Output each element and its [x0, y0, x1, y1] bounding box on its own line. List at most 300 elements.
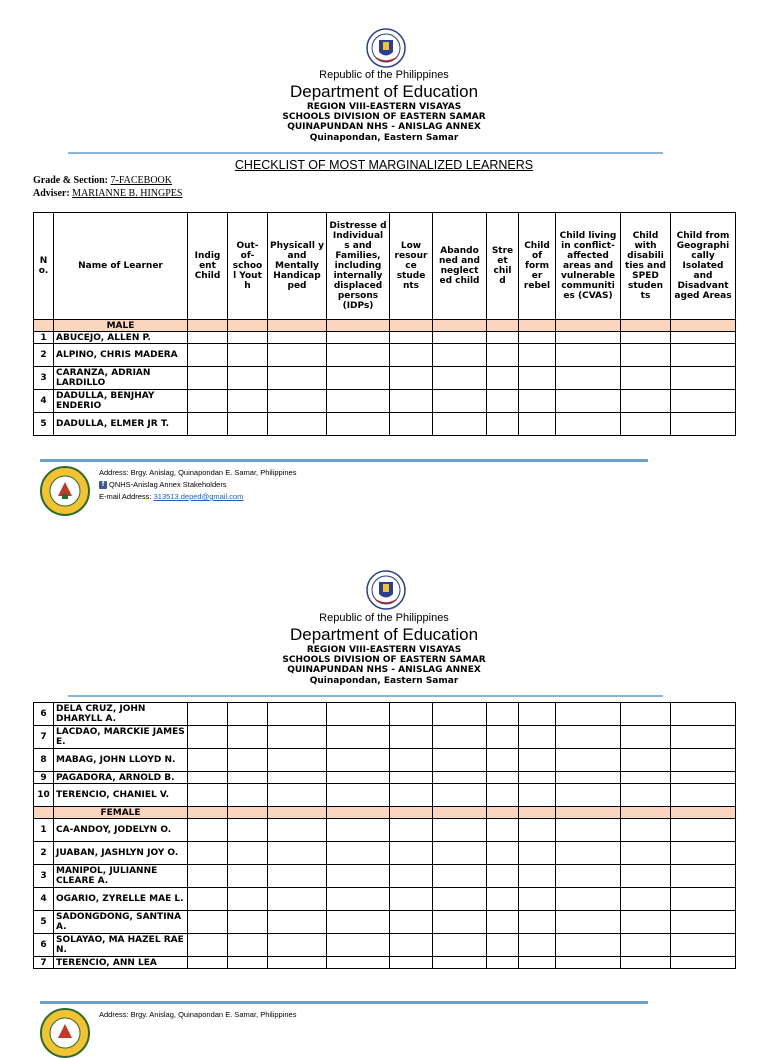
learner-name: SADONGDONG, SANTINA A. — [54, 911, 188, 934]
town-line: Quinapondan, Eastern Samar — [309, 676, 459, 686]
checklist-cell[interactable] — [327, 784, 390, 807]
male-rows-page2 — [34, 703, 736, 807]
checklist-cell[interactable] — [671, 784, 736, 807]
page-1 — [0, 0, 768, 512]
checklist-cell[interactable] — [433, 888, 487, 911]
checklist-cell[interactable] — [621, 703, 671, 726]
checklist-cell[interactable] — [228, 772, 268, 784]
checklist-cell[interactable] — [228, 413, 268, 436]
checklist-cell[interactable] — [671, 957, 736, 969]
footer-address: Address: Brgy. Anislag, Quinapondan E. Samar, Philippines — [99, 1010, 297, 1019]
checklist-cell[interactable] — [188, 957, 228, 969]
checklist-cell[interactable] — [621, 819, 671, 842]
checklist-cell[interactable] — [519, 332, 556, 344]
checklist-cell[interactable] — [390, 934, 433, 957]
checklist-cell[interactable] — [621, 726, 671, 749]
checklist-cell[interactable] — [487, 934, 519, 957]
row-number: 2 — [34, 344, 54, 367]
checklist-cell[interactable] — [621, 332, 671, 344]
checklist-cell[interactable] — [433, 749, 487, 772]
school-logo-icon — [40, 1008, 90, 1058]
footer-rule — [40, 459, 648, 462]
region-line: REGION VIII-EASTERN VISAYAS — [306, 102, 462, 112]
checklist-cell[interactable] — [433, 413, 487, 436]
checklist-cell[interactable] — [671, 911, 736, 934]
checklist-cell[interactable] — [228, 865, 268, 888]
checklist-cell[interactable] — [556, 911, 621, 934]
checklist-cell[interactable] — [556, 703, 621, 726]
checklist-cell[interactable] — [487, 703, 519, 726]
checklist-cell[interactable] — [390, 344, 433, 367]
grade-section — [33, 175, 172, 186]
checklist-cell[interactable] — [487, 749, 519, 772]
checklist-cell[interactable] — [228, 390, 268, 413]
learner-row — [34, 726, 736, 749]
section-label-male: MALE — [54, 320, 188, 332]
checklist-cell[interactable] — [433, 772, 487, 784]
row-number: 2 — [34, 842, 54, 865]
checklist-cell[interactable] — [228, 888, 268, 911]
row-number: 1 — [34, 332, 54, 344]
checklist-cell[interactable] — [188, 413, 228, 436]
col-low-resource: Low resour ce stude nts — [390, 213, 433, 320]
header-rule — [68, 695, 663, 697]
checklist-cell[interactable] — [671, 934, 736, 957]
checklist-cell[interactable] — [671, 842, 736, 865]
checklist-cell[interactable] — [268, 865, 327, 888]
learner-name: ABUCEJO, ALLEN P. — [54, 332, 188, 344]
checklist-cell[interactable] — [519, 888, 556, 911]
learner-name: CA-ANDOY, JODELYN O. — [54, 819, 188, 842]
checklist-cell[interactable] — [188, 911, 228, 934]
checklist-cell[interactable] — [487, 819, 519, 842]
section-label-female: FEMALE — [54, 807, 188, 819]
checklist-cell[interactable] — [487, 957, 519, 969]
learner-row — [34, 390, 736, 413]
row-number: 7 — [34, 957, 54, 969]
row-number: 5 — [34, 911, 54, 934]
learner-row — [34, 888, 736, 911]
footer — [40, 1008, 400, 1058]
footer-address: Address: Brgy. Anislag, Quinapondan E. Samar, Philippines — [99, 468, 297, 477]
footer-email — [99, 492, 243, 501]
checklist-cell[interactable] — [268, 703, 327, 726]
checklist-cell[interactable] — [327, 390, 390, 413]
checklist-cell[interactable] — [268, 957, 327, 969]
checklist-cell[interactable] — [556, 784, 621, 807]
checklist-cell[interactable] — [188, 390, 228, 413]
checklist-cell[interactable] — [671, 888, 736, 911]
footer-rule — [40, 1001, 648, 1004]
checklist-cell[interactable] — [556, 842, 621, 865]
checklist-cell[interactable] — [327, 911, 390, 934]
facebook-page: QNHS-Anislag Annex Stakeholders — [109, 480, 227, 489]
checklist-cell[interactable] — [487, 865, 519, 888]
checklist-cell[interactable] — [228, 934, 268, 957]
checklist-cell[interactable] — [519, 749, 556, 772]
checklist-cell[interactable] — [519, 957, 556, 969]
checklist-cell[interactable] — [487, 413, 519, 436]
checklist-cell[interactable] — [519, 784, 556, 807]
checklist-cell[interactable] — [188, 344, 228, 367]
checklist-cell[interactable] — [390, 957, 433, 969]
checklist-cell[interactable] — [433, 911, 487, 934]
adviser-value: MARIANNE B. HINGPES — [72, 188, 183, 199]
learner-name: DELA CRUZ, JOHN DHARYLL A. — [54, 703, 188, 726]
school-line: QUINAPUNDAN NHS - ANISLAG ANNEX — [287, 122, 481, 132]
checklist-cell[interactable] — [433, 784, 487, 807]
checklist-cell[interactable] — [188, 726, 228, 749]
col-handicapped: Physicall y and Mentally Handicap ped — [268, 213, 327, 320]
checklist-cell[interactable] — [671, 413, 736, 436]
checklist-cell[interactable] — [268, 888, 327, 911]
learner-name: CARANZA, ADRIAN LARDILLO — [54, 367, 188, 390]
checklist-cell[interactable] — [327, 703, 390, 726]
checklist-cell[interactable] — [327, 934, 390, 957]
checklist-cell[interactable] — [268, 819, 327, 842]
checklist-cell[interactable] — [228, 957, 268, 969]
checklist-cell[interactable] — [671, 726, 736, 749]
checklist-cell[interactable] — [433, 726, 487, 749]
checklist-cell[interactable] — [228, 332, 268, 344]
checklist-cell[interactable] — [268, 911, 327, 934]
col-name: Name of Learner — [54, 213, 188, 320]
checklist-cell[interactable] — [621, 784, 671, 807]
learner-row — [34, 413, 736, 436]
checklist-cell[interactable] — [268, 772, 327, 784]
learner-name: DADULLA, BENJHAY ENDERIO — [54, 390, 188, 413]
checklist-cell[interactable] — [487, 332, 519, 344]
email-link[interactable]: 313513.deped@gmail.com — [153, 492, 244, 501]
adviser — [33, 188, 182, 199]
checklist-cell[interactable] — [487, 772, 519, 784]
learner-row — [34, 344, 736, 367]
grade-value: 7-FACEBOOK — [110, 175, 172, 186]
checklist-cell[interactable] — [556, 344, 621, 367]
checklist-cell[interactable] — [621, 888, 671, 911]
learner-row — [34, 749, 736, 772]
checklist-cell[interactable] — [188, 819, 228, 842]
checklist-cell[interactable] — [556, 957, 621, 969]
checklist-cell[interactable] — [433, 819, 487, 842]
deped-seal-icon — [366, 570, 406, 610]
checklist-cell[interactable] — [390, 390, 433, 413]
row-number: 10 — [34, 784, 54, 807]
checklist-cell[interactable] — [621, 842, 671, 865]
checklist-cell[interactable] — [188, 749, 228, 772]
school-line: QUINAPUNDAN NHS - ANISLAG ANNEX — [287, 665, 481, 675]
footer — [40, 466, 400, 516]
checklist-cell[interactable] — [671, 390, 736, 413]
division-line: SCHOOLS DIVISION OF EASTERN SAMAR — [282, 112, 486, 122]
checklist-cell[interactable] — [327, 865, 390, 888]
col-street-child: Stre et chil d — [487, 213, 519, 320]
checklist-cell[interactable] — [188, 888, 228, 911]
facebook-icon: f — [99, 481, 107, 489]
row-number: 8 — [34, 749, 54, 772]
learner-name: TERENCIO, CHANIEL V. — [54, 784, 188, 807]
checklist-cell[interactable] — [268, 726, 327, 749]
checklist-cell[interactable] — [228, 911, 268, 934]
checklist-cell[interactable] — [487, 726, 519, 749]
learner-name: JUABAN, JASHLYN JOY O. — [54, 842, 188, 865]
checklist-cell[interactable] — [519, 911, 556, 934]
checklist-table-page1 — [33, 212, 736, 436]
checklist-cell[interactable] — [228, 842, 268, 865]
checklist-cell[interactable] — [621, 367, 671, 390]
deped-seal-icon — [366, 28, 406, 68]
checklist-cell[interactable] — [671, 332, 736, 344]
checklist-cell[interactable] — [390, 367, 433, 390]
checklist-cell[interactable] — [621, 865, 671, 888]
division-line: SCHOOLS DIVISION OF EASTERN SAMAR — [282, 655, 486, 665]
learner-row — [34, 842, 736, 865]
checklist-cell[interactable] — [327, 413, 390, 436]
checklist-table-page2 — [33, 702, 736, 969]
checklist-cell[interactable] — [327, 957, 390, 969]
checklist-cell[interactable] — [621, 749, 671, 772]
checklist-cell[interactable] — [556, 934, 621, 957]
checklist-cell[interactable] — [556, 367, 621, 390]
checklist-cell[interactable] — [390, 842, 433, 865]
checklist-cell[interactable] — [390, 749, 433, 772]
checklist-cell[interactable] — [188, 367, 228, 390]
checklist-cell[interactable] — [390, 784, 433, 807]
checklist-cell[interactable] — [268, 344, 327, 367]
checklist-cell[interactable] — [621, 934, 671, 957]
checklist-cell[interactable] — [188, 865, 228, 888]
checklist-cell[interactable] — [228, 726, 268, 749]
checklist-cell[interactable] — [433, 332, 487, 344]
checklist-cell[interactable] — [327, 819, 390, 842]
checklist-cell[interactable] — [327, 332, 390, 344]
checklist-cell[interactable] — [327, 842, 390, 865]
checklist-cell[interactable] — [519, 413, 556, 436]
adviser-label: Adviser: — [33, 188, 70, 199]
checklist-cell[interactable] — [487, 888, 519, 911]
learner-row — [34, 332, 736, 344]
email-label: E-mail Address: — [99, 492, 152, 501]
learner-row — [34, 703, 736, 726]
checklist-cell[interactable] — [433, 390, 487, 413]
checklist-cell[interactable] — [519, 726, 556, 749]
checklist-cell[interactable] — [268, 842, 327, 865]
checklist-cell[interactable] — [390, 703, 433, 726]
checklist-cell[interactable] — [487, 367, 519, 390]
checklist-cell[interactable] — [671, 772, 736, 784]
checklist-cell[interactable] — [268, 784, 327, 807]
school-logo-icon — [40, 466, 90, 516]
checklist-cell[interactable] — [188, 332, 228, 344]
col-cvas: Child living in conflict- affected areas and vulnerable communiti es (CVAS) — [556, 213, 621, 320]
learner-row — [34, 911, 736, 934]
checklist-cell[interactable] — [327, 344, 390, 367]
checklist-cell[interactable] — [433, 344, 487, 367]
checklist-cell[interactable] — [228, 749, 268, 772]
section-row-female — [34, 807, 736, 819]
checklist-cell[interactable] — [487, 784, 519, 807]
col-out-of-school: Out- of- schoo l Yout h — [228, 213, 268, 320]
col-abandoned: Abando ned and neglect ed child — [433, 213, 487, 320]
checklist-cell[interactable] — [671, 367, 736, 390]
row-number: 5 — [34, 413, 54, 436]
grade-label: Grade & Section: — [33, 175, 108, 186]
checklist-cell[interactable] — [188, 934, 228, 957]
checklist-cell[interactable] — [621, 957, 671, 969]
learner-row — [34, 772, 736, 784]
checklist-cell[interactable] — [519, 934, 556, 957]
checklist-cell[interactable] — [487, 842, 519, 865]
checklist-cell[interactable] — [433, 703, 487, 726]
checklist-cell[interactable] — [268, 413, 327, 436]
learner-name: TERENCIO, ANN LEA — [54, 957, 188, 969]
checklist-cell[interactable] — [433, 865, 487, 888]
document-title: CHECKLIST OF MOST MARGINALIZED LEARNERS — [234, 158, 534, 172]
checklist-cell[interactable] — [268, 749, 327, 772]
checklist-cell[interactable] — [556, 749, 621, 772]
checklist-cell[interactable] — [433, 367, 487, 390]
row-number: 4 — [34, 390, 54, 413]
checklist-cell[interactable] — [487, 344, 519, 367]
checklist-cell[interactable] — [519, 772, 556, 784]
checklist-cell[interactable] — [327, 749, 390, 772]
checklist-cell[interactable] — [556, 332, 621, 344]
row-number: 3 — [34, 865, 54, 888]
learner-name: MANIPOL, JULIANNE CLEARE A. — [54, 865, 188, 888]
col-indigent: Indig ent Child — [188, 213, 228, 320]
checklist-cell[interactable] — [671, 819, 736, 842]
republic-line: Republic of the Philippines — [319, 69, 449, 81]
learner-row — [34, 784, 736, 807]
checklist-cell[interactable] — [327, 367, 390, 390]
learner-row — [34, 819, 736, 842]
checklist-cell[interactable] — [671, 865, 736, 888]
checklist-cell[interactable] — [519, 819, 556, 842]
checklist-cell[interactable] — [390, 819, 433, 842]
learner-name: MABAG, JOHN LLOYD N. — [54, 749, 188, 772]
checklist-cell[interactable] — [228, 367, 268, 390]
checklist-cell[interactable] — [519, 390, 556, 413]
checklist-cell[interactable] — [268, 934, 327, 957]
checklist-cell[interactable] — [519, 344, 556, 367]
col-disabilities: Child with disabili ties and SPED studen ts — [621, 213, 671, 320]
row-number: 7 — [34, 726, 54, 749]
region-line: REGION VIII-EASTERN VISAYAS — [306, 645, 462, 655]
checklist-cell[interactable] — [433, 842, 487, 865]
department-title: Department of Education — [289, 625, 479, 644]
checklist-cell[interactable] — [390, 865, 433, 888]
checklist-cell[interactable] — [327, 772, 390, 784]
learner-name: SOLAYAO, MA HAZEL RAE N. — [54, 934, 188, 957]
checklist-cell[interactable] — [556, 865, 621, 888]
learner-row — [34, 367, 736, 390]
header-rule — [68, 152, 663, 154]
row-number: 4 — [34, 888, 54, 911]
checklist-cell[interactable] — [487, 911, 519, 934]
checklist-cell[interactable] — [556, 390, 621, 413]
page-2 — [0, 540, 768, 1024]
checklist-cell[interactable] — [519, 842, 556, 865]
checklist-cell[interactable] — [621, 413, 671, 436]
learner-row — [34, 957, 736, 969]
col-idp: Distresse d Individual s and Families, including internally displaced persons (IDPs) — [327, 213, 390, 320]
learner-row — [34, 934, 736, 957]
checklist-cell[interactable] — [188, 842, 228, 865]
checklist-cell[interactable] — [621, 911, 671, 934]
row-number: 9 — [34, 772, 54, 784]
section-row-male — [34, 320, 736, 332]
learner-name: LACDAO, MARCKIE JAMES E. — [54, 726, 188, 749]
checklist-cell[interactable] — [519, 367, 556, 390]
checklist-cell[interactable] — [556, 413, 621, 436]
checklist-cell[interactable] — [671, 703, 736, 726]
checklist-cell[interactable] — [556, 772, 621, 784]
row-number: 6 — [34, 703, 54, 726]
checklist-cell[interactable] — [390, 772, 433, 784]
checklist-cell[interactable] — [188, 784, 228, 807]
checklist-cell[interactable] — [390, 413, 433, 436]
checklist-cell[interactable] — [390, 726, 433, 749]
checklist-cell[interactable] — [556, 726, 621, 749]
checklist-cell[interactable] — [390, 888, 433, 911]
row-number: 6 — [34, 934, 54, 957]
female-rows — [34, 819, 736, 969]
checklist-cell[interactable] — [671, 344, 736, 367]
checklist-cell[interactable] — [327, 726, 390, 749]
checklist-cell[interactable] — [621, 390, 671, 413]
learner-name: OGARIO, ZYRELLE MAE L. — [54, 888, 188, 911]
learner-name: PAGADORA, ARNOLD B. — [54, 772, 188, 784]
checklist-cell[interactable] — [390, 332, 433, 344]
checklist-cell[interactable] — [268, 332, 327, 344]
header-row — [34, 213, 736, 320]
checklist-cell[interactable] — [327, 888, 390, 911]
republic-line: Republic of the Philippines — [319, 612, 449, 624]
footer-facebook — [99, 480, 227, 489]
department-title: Department of Education — [289, 82, 479, 101]
checklist-cell[interactable] — [228, 819, 268, 842]
col-former-rebel: Child of form er rebel — [519, 213, 556, 320]
male-rows-page1 — [34, 332, 736, 436]
checklist-cell[interactable] — [188, 703, 228, 726]
checklist-cell[interactable] — [621, 344, 671, 367]
learner-row — [34, 865, 736, 888]
col-gida: Child from Geographi cally Isolated and Disadvant aged Areas — [671, 213, 736, 320]
checklist-cell[interactable] — [433, 934, 487, 957]
checklist-cell[interactable] — [188, 772, 228, 784]
checklist-cell[interactable] — [268, 367, 327, 390]
checklist-cell[interactable] — [519, 865, 556, 888]
checklist-cell[interactable] — [519, 703, 556, 726]
learner-name: DADULLA, ELMER JR T. — [54, 413, 188, 436]
checklist-cell[interactable] — [433, 957, 487, 969]
row-number: 3 — [34, 367, 54, 390]
col-no: N o. — [34, 213, 54, 320]
checklist-cell[interactable] — [556, 888, 621, 911]
checklist-cell[interactable] — [487, 390, 519, 413]
checklist-cell[interactable] — [268, 390, 327, 413]
learner-name: ALPINO, CHRIS MADERA — [54, 344, 188, 367]
checklist-cell[interactable] — [228, 784, 268, 807]
checklist-cell[interactable] — [390, 911, 433, 934]
checklist-cell[interactable] — [671, 749, 736, 772]
town-line: Quinapondan, Eastern Samar — [309, 133, 459, 143]
checklist-cell[interactable] — [556, 819, 621, 842]
checklist-cell[interactable] — [228, 344, 268, 367]
row-number: 1 — [34, 819, 54, 842]
checklist-cell[interactable] — [621, 772, 671, 784]
checklist-cell[interactable] — [228, 703, 268, 726]
